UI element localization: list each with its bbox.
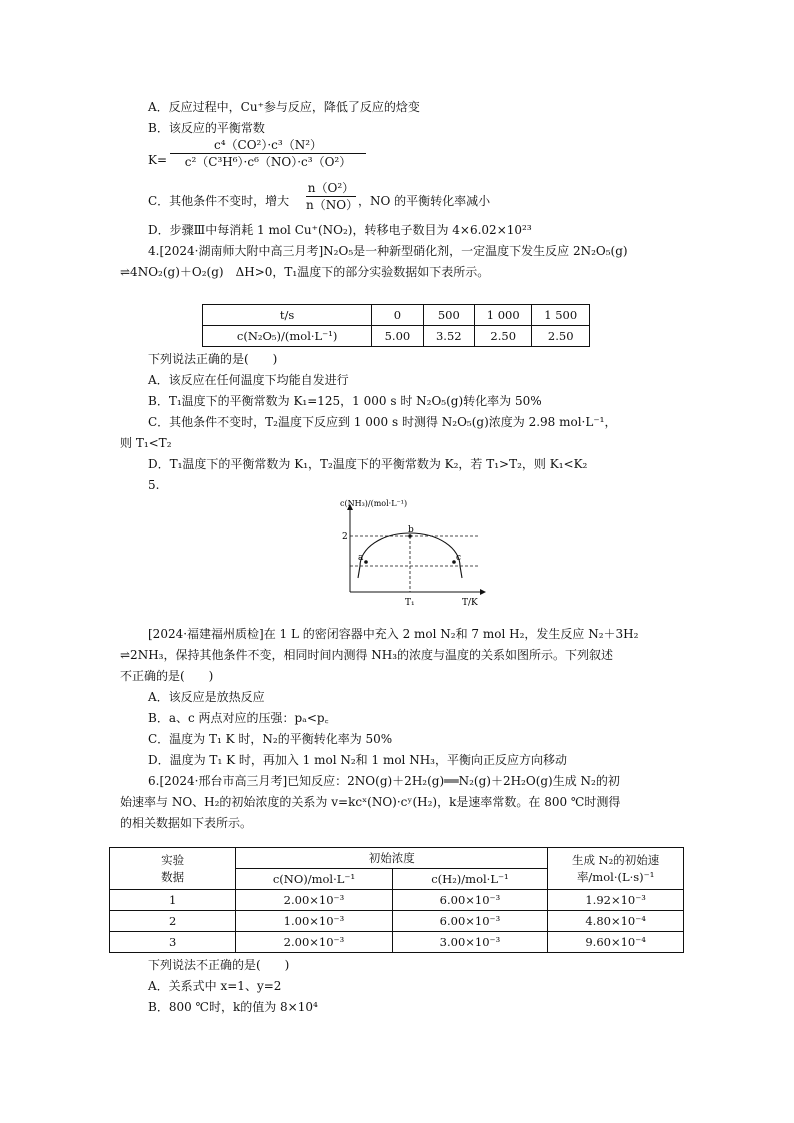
q3-option-b: B．该反应的平衡常数 <box>148 121 265 135</box>
q4-time-cell: 0 <box>372 305 423 326</box>
x-axis-label: T/K <box>462 598 478 608</box>
q5-option-a: A．该反应是放热反应 <box>148 690 265 704</box>
q6-stem-line2: 始速率与 NO、H₂的初始浓度的关系为 v=kcˣ(NO)·cʸ(H₂)，k是速率常数。在 800 ℃时测得 <box>120 795 621 809</box>
q3-k-numerator: c⁴（CO²）·c³（N²） <box>213 138 323 152</box>
q6-cell-id: 2 <box>110 911 236 932</box>
table-row <box>203 305 590 326</box>
q6-stem-line3: 的相关数据如下表所示。 <box>120 816 253 830</box>
q6-cell-no: 2.00×10⁻³ <box>236 932 392 953</box>
q3-k-denominator: c²（C³H⁶）·c⁶（NO）·c³（O²） <box>170 153 366 171</box>
q6-cell-h2: 3.00×10⁻³ <box>392 932 548 953</box>
q5-chart <box>330 496 490 616</box>
point-c-label: c <box>456 553 462 563</box>
q3-option-c-suffix: ，NO 的平衡转化率减小 <box>358 194 491 208</box>
q4-conc-label: c(N₂O₅)/(mol·L⁻¹) <box>203 326 372 347</box>
q5-number: 5. <box>148 478 160 492</box>
q4-conc-cell: 3.52 <box>423 326 474 347</box>
x-tick-label: T₁ <box>405 598 415 608</box>
q4-time-cell: 1 000 <box>474 305 531 326</box>
q6-stem-line1: 6.[2024·邢台市高三月考]已知反应：2NO(g)＋2H₂(g)══N₂(g)＋2H₂O(g)生成 N₂的初 <box>148 774 620 788</box>
q6-option-b: B．800 ℃时，k的值为 8×10⁴ <box>148 1000 318 1014</box>
y-axis-label: c(NH₃)/(mol·L⁻¹) <box>340 499 408 508</box>
y-tick-label: 2 <box>342 532 348 542</box>
q5-stem-line1: [2024·福建福州质检]在 1 L 的密闭容器中充入 2 mol N₂和 7 mol H₂，发生反应 N₂＋3H₂ <box>148 627 639 641</box>
q4-stem-line1: 4.[2024·湖南师大附中高三月考]N₂O₅是一种新型硝化剂，一定温度下发生反应 2N₂O₅(g) <box>148 244 628 258</box>
axes <box>347 504 486 595</box>
q4-data-table <box>202 304 590 347</box>
q4-option-a: A．该反应在任何温度下均能自发进行 <box>148 373 349 387</box>
q4-stem-line2: ⇌4NO₂(g)＋O₂(g) ΔH>0，T₁温度下的部分实验数据如下表所示。 <box>120 265 490 279</box>
q3-option-d: D．步骤Ⅲ中每消耗 1 mol Cu⁺(NO₂)，转移电子数目为 4×6.02×10²³ <box>148 223 532 237</box>
q3-option-a: A．反应过程中，Cu⁺参与反应，降低了反应的焓变 <box>148 100 420 114</box>
q6-header-experiment-line1: 实验 <box>161 852 185 867</box>
q4-question: 下列说法正确的是( ) <box>148 352 278 366</box>
q4-option-c-line2: 则 T₁<T₂ <box>120 436 172 450</box>
q4-conc-cell: 2.50 <box>474 326 531 347</box>
q3-k-prefix: K= <box>148 153 168 167</box>
q5-stem-line2: ⇌2NH₃，保持其他条件不变，相同时间内测得 NH₃的浓度与温度的关系如图所示。下列叙述 <box>120 648 614 662</box>
q6-header-cno: c(NO)/mol·L⁻¹ <box>236 869 392 890</box>
q4-option-b: B．T₁温度下的平衡常数为 K₁=125，1 000 s 时 N₂O₅(g)转化率为 50% <box>148 394 542 408</box>
q6-cell-id: 1 <box>110 890 236 911</box>
q6-cell-h2: 6.00×10⁻³ <box>392 911 548 932</box>
q6-header-experiment <box>110 848 236 890</box>
q6-header-initial-conc: 初始浓度 <box>236 848 548 869</box>
point-a-label: a <box>358 553 364 563</box>
q5-option-d: D．温度为 T₁ K 时，再加入 1 mol N₂和 1 mol NH₃，平衡向正反应方向移动 <box>148 753 567 767</box>
q6-cell-no: 1.00×10⁻³ <box>236 911 392 932</box>
q6-data-table <box>109 847 684 953</box>
q6-cell-rate: 9.60×10⁻⁴ <box>548 932 684 953</box>
q5-option-c: C．温度为 T₁ K 时，N₂的平衡转化率为 50% <box>148 732 393 746</box>
q6-cell-h2: 6.00×10⁻³ <box>392 890 548 911</box>
x-axis-arrow <box>480 589 486 595</box>
curve-right-tail <box>460 566 462 578</box>
table-row <box>110 911 684 932</box>
table-row <box>110 932 684 953</box>
table-row <box>203 326 590 347</box>
q3-c-fraction <box>306 180 359 213</box>
q4-time-cell: 1 500 <box>532 305 590 326</box>
q6-cell-rate: 4.80×10⁻⁴ <box>548 911 684 932</box>
q6-header-ch2: c(H₂)/mol·L⁻¹ <box>392 869 548 890</box>
q4-time-cell: 500 <box>423 305 474 326</box>
q6-question: 下列说法不正确的是( ) <box>148 958 290 972</box>
q3-option-c-prefix: C．其他条件不变时，增大 <box>148 194 290 208</box>
q4-conc-cell: 5.00 <box>372 326 423 347</box>
q3-c-denominator: n（NO） <box>306 198 359 212</box>
q4-option-d: D．T₁温度下的平衡常数为 K₁，T₂温度下的平衡常数为 K₂，若 T₁>T₂，则 K₁<K₂ <box>148 457 588 471</box>
q5-stem-line3: 不正确的是( ) <box>120 669 214 683</box>
table-row <box>110 890 684 911</box>
point-b-label: b <box>408 525 414 535</box>
q3-c-numerator: n（O²） <box>307 181 355 195</box>
q6-header-rate <box>548 848 684 890</box>
q6-header-rate-line1: 生成 N₂的初始速 <box>571 852 660 867</box>
q6-header-experiment-line2: 数据 <box>161 869 185 884</box>
q3-k-fraction <box>170 137 366 171</box>
table-row <box>110 848 684 869</box>
q5-option-b: B．a、c 两点对应的压强：pₐ<p꜀ <box>148 711 329 725</box>
curve-left-tail <box>358 566 360 578</box>
q6-cell-no: 2.00×10⁻³ <box>236 890 392 911</box>
point-a <box>364 560 368 564</box>
q4-option-c-line1: C．其他条件不变时，T₂温度下反应到 1 000 s 时测得 N₂O₅(g)浓度为 2.98 mol·L⁻¹， <box>148 415 617 429</box>
q4-conc-cell: 2.50 <box>532 326 590 347</box>
q6-cell-rate: 1.92×10⁻³ <box>548 890 684 911</box>
q6-header-rate-line2: 率/mol·(L·s)⁻¹ <box>576 869 655 884</box>
q6-option-a: A．关系式中 x=1、y=2 <box>148 979 282 993</box>
q4-time-label: t/s <box>203 305 372 326</box>
q6-cell-id: 3 <box>110 932 236 953</box>
